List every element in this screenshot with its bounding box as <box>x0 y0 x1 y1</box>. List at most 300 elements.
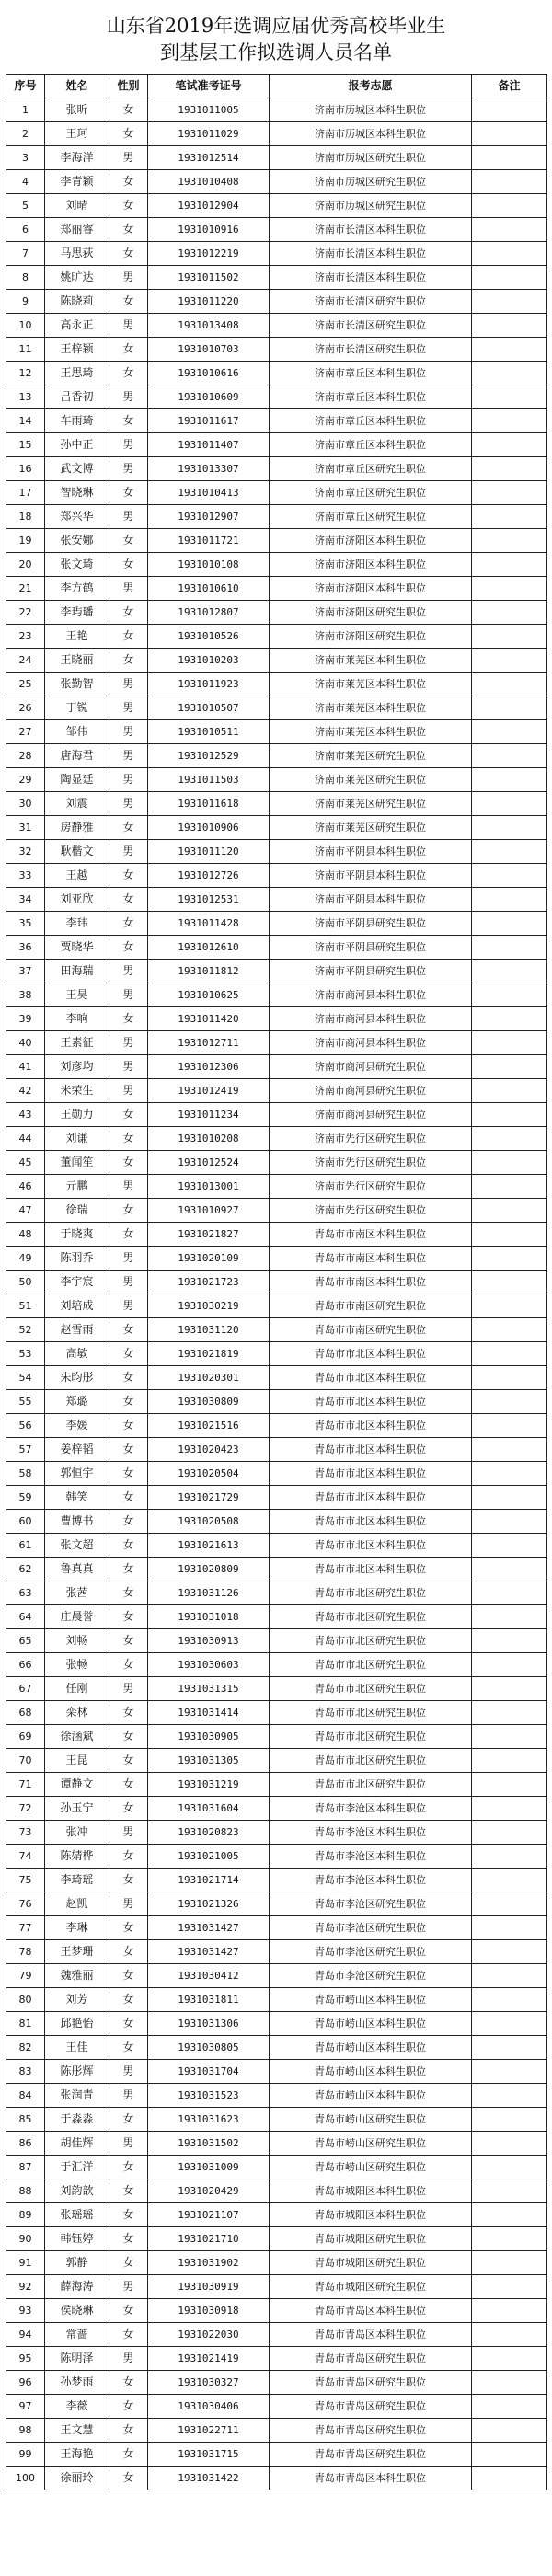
cell-gender: 女 <box>109 338 148 362</box>
cell-exam-id: 1931012907 <box>148 505 270 529</box>
cell-position: 青岛市崂山区本科生职位 <box>270 2012 472 2036</box>
cell-remark <box>472 2299 547 2323</box>
cell-gender: 男 <box>109 505 148 529</box>
cell-exam-id: 1931012711 <box>148 1031 270 1055</box>
cell-remark <box>472 1007 547 1031</box>
cell-name: 刘畅 <box>45 1629 109 1653</box>
cell-position: 济南市长清区本科生职位 <box>270 218 472 242</box>
cell-name: 谭静文 <box>45 1773 109 1797</box>
cell-name: 于晓爽 <box>45 1223 109 1247</box>
table-row <box>6 1510 547 1534</box>
table-row <box>6 673 547 696</box>
cell-name: 李琦瑶 <box>45 1869 109 1892</box>
cell-index: 59 <box>6 1486 45 1510</box>
cell-remark <box>472 1701 547 1725</box>
cell-gender: 女 <box>109 1773 148 1797</box>
cell-position: 济南市先行区研究生职位 <box>270 1175 472 1199</box>
cell-gender: 女 <box>109 362 148 385</box>
cell-exam-id: 1931010408 <box>148 170 270 194</box>
cell-remark <box>472 912 547 936</box>
cell-remark <box>472 122 547 146</box>
cell-index: 87 <box>6 2156 45 2179</box>
table-row <box>6 1558 547 1581</box>
cell-name: 韩钰婷 <box>45 2227 109 2251</box>
table-row <box>6 601 547 625</box>
table-row <box>6 744 547 768</box>
cell-name: 张勤智 <box>45 673 109 696</box>
cell-name: 李媛 <box>45 1414 109 1438</box>
cell-gender: 女 <box>109 936 148 960</box>
cell-remark <box>472 2012 547 2036</box>
table-row <box>6 1031 547 1055</box>
cell-remark <box>472 2036 547 2060</box>
cell-position: 济南市莱芜区研究生职位 <box>270 816 472 840</box>
cell-position: 青岛市市北区研究生职位 <box>270 1629 472 1653</box>
cell-gender: 女 <box>109 2443 148 2467</box>
table-row <box>6 912 547 936</box>
table-row <box>6 1749 547 1773</box>
cell-remark <box>472 481 547 505</box>
table-row <box>6 1581 547 1605</box>
cell-position: 青岛市青岛区研究生职位 <box>270 2347 472 2371</box>
cell-position: 青岛市市北区研究生职位 <box>270 1677 472 1701</box>
cell-name: 魏雅丽 <box>45 1964 109 1988</box>
table-row <box>6 2371 547 2395</box>
cell-remark <box>472 553 547 577</box>
cell-name: 张润青 <box>45 2084 109 2108</box>
cell-index: 90 <box>6 2227 45 2251</box>
table-row <box>6 1940 547 1964</box>
table-row <box>6 1964 547 1988</box>
table-row <box>6 98 547 122</box>
table-row <box>6 1653 547 1677</box>
cell-position: 青岛市青岛区本科生职位 <box>270 2467 472 2490</box>
cell-gender: 女 <box>109 1701 148 1725</box>
cell-remark <box>472 2060 547 2084</box>
cell-position: 济南市长清区研究生职位 <box>270 338 472 362</box>
cell-name: 张瑶瑶 <box>45 2203 109 2227</box>
cell-position: 济南市济阳区本科生职位 <box>270 553 472 577</box>
cell-gender: 男 <box>109 1247 148 1271</box>
cell-remark <box>472 864 547 888</box>
cell-remark <box>472 1892 547 1916</box>
cell-remark <box>472 98 547 122</box>
table-row <box>6 1366 547 1390</box>
cell-exam-id: 1931031414 <box>148 1701 270 1725</box>
cell-name: 武文博 <box>45 457 109 481</box>
cell-index: 40 <box>6 1031 45 1055</box>
cell-position: 济南市先行区研究生职位 <box>270 1127 472 1151</box>
cell-exam-id: 1931012529 <box>148 744 270 768</box>
cell-gender: 女 <box>109 409 148 433</box>
cell-gender: 男 <box>109 146 148 170</box>
cell-remark <box>472 1845 547 1869</box>
cell-position: 济南市平阴县本科生职位 <box>270 840 472 864</box>
cell-gender: 男 <box>109 720 148 744</box>
cell-position: 青岛市城阳区本科生职位 <box>270 2203 472 2227</box>
cell-exam-id: 1931010616 <box>148 362 270 385</box>
table-row <box>6 1797 547 1821</box>
cell-remark <box>472 1821 547 1845</box>
cell-index: 53 <box>6 1342 45 1366</box>
table-row <box>6 122 547 146</box>
cell-index: 73 <box>6 1821 45 1845</box>
document-title-line2: 到基层工作拟选调人员名单 <box>160 41 392 63</box>
cell-gender: 女 <box>109 1007 148 1031</box>
table-row <box>6 1055 547 1079</box>
cell-exam-id: 1931010208 <box>148 1127 270 1151</box>
cell-index: 24 <box>6 649 45 673</box>
cell-remark <box>472 2395 547 2419</box>
cell-index: 19 <box>6 529 45 553</box>
cell-position: 济南市章丘区研究生职位 <box>270 457 472 481</box>
cell-position: 青岛市崂山区本科生职位 <box>270 2084 472 2108</box>
cell-name: 王梓颖 <box>45 338 109 362</box>
cell-position: 青岛市市南区本科生职位 <box>270 1247 472 1271</box>
cell-exam-id: 1931030412 <box>148 1964 270 1988</box>
cell-remark <box>472 601 547 625</box>
cell-index: 63 <box>6 1581 45 1605</box>
cell-remark <box>472 146 547 170</box>
cell-remark <box>472 1055 547 1079</box>
cell-name: 栾林 <box>45 1701 109 1725</box>
cell-gender: 女 <box>109 1653 148 1677</box>
cell-exam-id: 1931010625 <box>148 983 270 1007</box>
cell-index: 98 <box>6 2419 45 2443</box>
cell-remark <box>472 816 547 840</box>
cell-exam-id: 1931030905 <box>148 1725 270 1749</box>
cell-exam-id: 1931010526 <box>148 625 270 649</box>
cell-index: 85 <box>6 2108 45 2132</box>
cell-remark <box>472 720 547 744</box>
cell-exam-id: 1931010703 <box>148 338 270 362</box>
cell-remark <box>472 2275 547 2299</box>
cell-gender: 男 <box>109 266 148 290</box>
table-row <box>6 1486 547 1510</box>
cell-position: 青岛市市北区研究生职位 <box>270 1773 472 1797</box>
cell-name: 刘谦 <box>45 1127 109 1151</box>
cell-exam-id: 1931020504 <box>148 1462 270 1486</box>
cell-gender: 女 <box>109 2299 148 2323</box>
table-row <box>6 457 547 481</box>
cell-remark <box>472 2227 547 2251</box>
cell-position: 济南市商河县本科生职位 <box>270 983 472 1007</box>
cell-index: 64 <box>6 1605 45 1629</box>
cell-position: 济南市莱芜区本科生职位 <box>270 696 472 720</box>
cell-position: 青岛市市北区本科生职位 <box>270 1558 472 1581</box>
cell-index: 29 <box>6 768 45 792</box>
table-row <box>6 290 547 314</box>
cell-remark <box>472 1653 547 1677</box>
cell-remark <box>472 1127 547 1151</box>
cell-index: 1 <box>6 98 45 122</box>
cell-remark <box>472 792 547 816</box>
cell-name: 王佳 <box>45 2036 109 2060</box>
cell-exam-id: 1931010413 <box>148 481 270 505</box>
table-row <box>6 314 547 338</box>
cell-gender: 男 <box>109 2347 148 2371</box>
cell-name: 王海艳 <box>45 2443 109 2467</box>
cell-remark <box>472 1318 547 1342</box>
cell-index: 72 <box>6 1797 45 1821</box>
cell-position: 青岛市市北区研究生职位 <box>270 1725 472 1749</box>
cell-gender: 女 <box>109 2036 148 2060</box>
cell-name: 刘晴 <box>45 194 109 218</box>
cell-name: 姜梓韬 <box>45 1438 109 1462</box>
cell-name: 李响 <box>45 1007 109 1031</box>
cell-gender: 女 <box>109 888 148 912</box>
table-row <box>6 1247 547 1271</box>
cell-remark <box>472 1725 547 1749</box>
cell-index: 47 <box>6 1199 45 1223</box>
table-row <box>6 2419 547 2443</box>
cell-exam-id: 1931020301 <box>148 1366 270 1390</box>
cell-gender: 女 <box>109 601 148 625</box>
cell-gender: 女 <box>109 98 148 122</box>
cell-exam-id: 1931031305 <box>148 1749 270 1773</box>
cell-exam-id: 1931010511 <box>148 720 270 744</box>
cell-gender: 女 <box>109 2251 148 2275</box>
cell-exam-id: 1931012306 <box>148 1055 270 1079</box>
table-row <box>6 1271 547 1294</box>
cell-index: 33 <box>6 864 45 888</box>
cell-remark <box>472 1964 547 1988</box>
cell-exam-id: 1931021005 <box>148 1845 270 1869</box>
cell-gender: 女 <box>109 553 148 577</box>
cell-index: 82 <box>6 2036 45 2060</box>
cell-index: 22 <box>6 601 45 625</box>
table-row <box>6 2203 547 2227</box>
table-row <box>6 146 547 170</box>
cell-gender: 女 <box>109 1916 148 1940</box>
cell-index: 13 <box>6 385 45 409</box>
table-row <box>6 1390 547 1414</box>
cell-gender: 女 <box>109 2156 148 2179</box>
cell-exam-id: 1931030918 <box>148 2299 270 2323</box>
table-row <box>6 1773 547 1797</box>
cell-gender: 女 <box>109 2467 148 2490</box>
cell-remark <box>472 433 547 457</box>
cell-name: 胡佳辉 <box>45 2132 109 2156</box>
cell-remark <box>472 1175 547 1199</box>
cell-index: 36 <box>6 936 45 960</box>
cell-index: 32 <box>6 840 45 864</box>
cell-position: 济南市济阳区本科生职位 <box>270 529 472 553</box>
table-row <box>6 2179 547 2203</box>
table-row <box>6 840 547 864</box>
cell-exam-id: 1931021613 <box>148 1534 270 1558</box>
cell-gender: 男 <box>109 960 148 983</box>
cell-position: 济南市莱芜区研究生职位 <box>270 792 472 816</box>
cell-gender: 女 <box>109 1390 148 1414</box>
cell-index: 28 <box>6 744 45 768</box>
cell-index: 50 <box>6 1271 45 1294</box>
cell-position: 青岛市城阳区研究生职位 <box>270 2227 472 2251</box>
table-row <box>6 194 547 218</box>
cell-remark <box>472 1414 547 1438</box>
table-row <box>6 960 547 983</box>
cell-exam-id: 1931011502 <box>148 266 270 290</box>
cell-exam-id: 1931011407 <box>148 433 270 457</box>
cell-position: 青岛市市北区本科生职位 <box>270 1534 472 1558</box>
cell-position: 济南市章丘区本科生职位 <box>270 362 472 385</box>
cell-name: 王梦珊 <box>45 1940 109 1964</box>
cell-name: 陈羽乔 <box>45 1247 109 1271</box>
cell-index: 65 <box>6 1629 45 1653</box>
cell-exam-id: 1931031126 <box>148 1581 270 1605</box>
cell-name: 李青颖 <box>45 170 109 194</box>
cell-gender: 男 <box>109 1079 148 1103</box>
cell-name: 李薇 <box>45 2395 109 2419</box>
candidate-table <box>6 74 547 2490</box>
cell-exam-id: 1931010906 <box>148 816 270 840</box>
cell-name: 王素征 <box>45 1031 109 1055</box>
cell-index: 25 <box>6 673 45 696</box>
cell-exam-id: 1931021710 <box>148 2227 270 2251</box>
cell-exam-id: 1931030603 <box>148 1653 270 1677</box>
cell-exam-id: 1931012524 <box>148 1151 270 1175</box>
table-row <box>6 1845 547 1869</box>
cell-remark <box>472 1605 547 1629</box>
table-row <box>6 409 547 433</box>
cell-index: 56 <box>6 1414 45 1438</box>
cell-index: 4 <box>6 170 45 194</box>
table-row <box>6 816 547 840</box>
cell-name: 庄晨誉 <box>45 1605 109 1629</box>
cell-index: 76 <box>6 1892 45 1916</box>
cell-gender: 男 <box>109 314 148 338</box>
cell-position: 济南市济阳区本科生职位 <box>270 577 472 601</box>
cell-position: 济南市长清区本科生职位 <box>270 242 472 266</box>
cell-index: 81 <box>6 2012 45 2036</box>
cell-position: 济南市长清区本科生职位 <box>270 266 472 290</box>
table-row <box>6 2323 547 2347</box>
table-row <box>6 983 547 1007</box>
cell-remark <box>472 1510 547 1534</box>
cell-position: 济南市商河县研究生职位 <box>270 1079 472 1103</box>
cell-index: 71 <box>6 1773 45 1797</box>
cell-index: 48 <box>6 1223 45 1247</box>
cell-exam-id: 1931022711 <box>148 2419 270 2443</box>
cell-exam-id: 1931021714 <box>148 1869 270 1892</box>
cell-index: 20 <box>6 553 45 577</box>
cell-position: 青岛市市北区研究生职位 <box>270 1653 472 1677</box>
cell-index: 21 <box>6 577 45 601</box>
cell-remark <box>472 2084 547 2108</box>
cell-exam-id: 1931012610 <box>148 936 270 960</box>
table-row <box>6 2156 547 2179</box>
cell-index: 84 <box>6 2084 45 2108</box>
cell-gender: 女 <box>109 1558 148 1581</box>
cell-position: 青岛市青岛区研究生职位 <box>270 2419 472 2443</box>
cell-gender: 男 <box>109 768 148 792</box>
cell-position: 青岛市崂山区研究生职位 <box>270 2132 472 2156</box>
cell-position: 青岛市崂山区本科生职位 <box>270 2060 472 2084</box>
cell-name: 赵凯 <box>45 1892 109 1916</box>
cell-position: 济南市历城区研究生职位 <box>270 170 472 194</box>
cell-index: 93 <box>6 2299 45 2323</box>
cell-remark <box>472 2132 547 2156</box>
cell-name: 郑璐 <box>45 1390 109 1414</box>
cell-remark <box>472 1988 547 2012</box>
cell-index: 86 <box>6 2132 45 2156</box>
cell-gender: 男 <box>109 696 148 720</box>
cell-name: 郑兴华 <box>45 505 109 529</box>
cell-remark <box>472 1271 547 1294</box>
cell-name: 于汇洋 <box>45 2156 109 2179</box>
cell-exam-id: 1931030327 <box>148 2371 270 2395</box>
cell-index: 79 <box>6 1964 45 1988</box>
cell-index: 41 <box>6 1055 45 1079</box>
cell-gender: 女 <box>109 290 148 314</box>
cell-gender: 女 <box>109 2203 148 2227</box>
table-row <box>6 1629 547 1653</box>
cell-gender: 男 <box>109 1055 148 1079</box>
cell-remark <box>472 409 547 433</box>
cell-index: 80 <box>6 1988 45 2012</box>
cell-remark <box>472 338 547 362</box>
cell-gender: 女 <box>109 1510 148 1534</box>
cell-index: 69 <box>6 1725 45 1749</box>
cell-position: 青岛市崂山区本科生职位 <box>270 2036 472 2060</box>
cell-name: 王珂 <box>45 122 109 146</box>
table-row <box>6 1821 547 1845</box>
cell-gender: 男 <box>109 2060 148 2084</box>
cell-exam-id: 1931012807 <box>148 601 270 625</box>
cell-position: 济南市商河县研究生职位 <box>270 1055 472 1079</box>
table-row <box>6 218 547 242</box>
cell-gender: 女 <box>109 912 148 936</box>
table-row <box>6 2347 547 2371</box>
cell-exam-id: 1931021516 <box>148 1414 270 1438</box>
cell-gender: 女 <box>109 2012 148 2036</box>
cell-name: 韩笑 <box>45 1486 109 1510</box>
cell-name: 朱昀彤 <box>45 1366 109 1390</box>
cell-gender: 女 <box>109 2419 148 2443</box>
cell-position: 青岛市市北区研究生职位 <box>270 1749 472 1773</box>
cell-index: 7 <box>6 242 45 266</box>
cell-remark <box>472 170 547 194</box>
cell-remark <box>472 218 547 242</box>
cell-remark <box>472 2251 547 2275</box>
cell-index: 17 <box>6 481 45 505</box>
cell-exam-id: 1931011428 <box>148 912 270 936</box>
cell-index: 77 <box>6 1916 45 1940</box>
cell-gender: 女 <box>109 1414 148 1438</box>
cell-exam-id: 1931013001 <box>148 1175 270 1199</box>
cell-exam-id: 1931010916 <box>148 218 270 242</box>
cell-remark <box>472 649 547 673</box>
cell-remark <box>472 1797 547 1821</box>
cell-name: 吕香初 <box>45 385 109 409</box>
cell-name: 王艳 <box>45 625 109 649</box>
cell-position: 青岛市青岛区本科生职位 <box>270 2299 472 2323</box>
table-row <box>6 2395 547 2419</box>
cell-exam-id: 1931011617 <box>148 409 270 433</box>
cell-index: 78 <box>6 1940 45 1964</box>
cell-index: 89 <box>6 2203 45 2227</box>
cell-position: 济南市平阴县研究生职位 <box>270 912 472 936</box>
cell-remark <box>472 1629 547 1653</box>
cell-gender: 女 <box>109 170 148 194</box>
cell-name: 王越 <box>45 864 109 888</box>
cell-name: 李玙璠 <box>45 601 109 625</box>
cell-exam-id: 1931031715 <box>148 2443 270 2467</box>
cell-index: 34 <box>6 888 45 912</box>
table-row <box>6 1701 547 1725</box>
cell-exam-id: 1931031427 <box>148 1940 270 1964</box>
table-row <box>6 2036 547 2060</box>
